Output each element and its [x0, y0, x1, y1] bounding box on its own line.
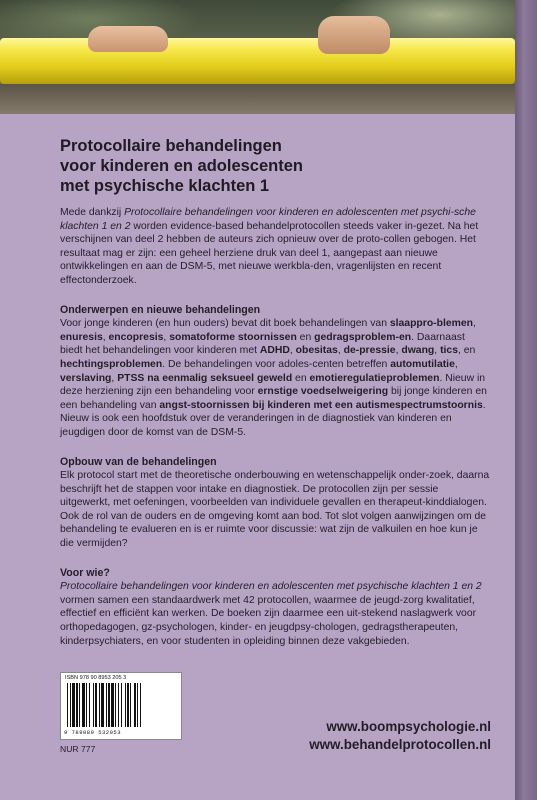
text: , [454, 358, 458, 370]
topic: gedragsproblem-en [314, 331, 412, 343]
text: . De behandelingen voor adoles-centen betreffen [162, 358, 391, 370]
book-spine-edge [515, 0, 537, 800]
text: , [102, 331, 109, 343]
section-heading-audience: Voor wie? [60, 566, 110, 579]
topic: enuresis [60, 331, 103, 343]
child-hand-left [88, 26, 168, 52]
intro-book-title: Protocollaire behandelingen voor kinderen en adolescenten met psychi-sche klachten 1 en 2 [60, 207, 476, 232]
text: . Nieuw in deze herziening zijn een behandeling voor [60, 372, 486, 398]
barcode-digits: 9 789089 532053 [64, 729, 122, 736]
cover-photo [0, 0, 515, 114]
barcode-bar [89, 683, 90, 727]
barcode-bar [79, 683, 80, 727]
text: en [296, 331, 315, 343]
text: . Daarnaast biedt het behandelingen voor kinderen met [60, 331, 465, 357]
barcode-bar [70, 683, 71, 727]
topic: ADHD [259, 345, 290, 357]
barcode-bar [99, 683, 100, 727]
title-line: met psychische klachten 1 [60, 177, 270, 195]
blurb [60, 206, 490, 664]
text: , [163, 331, 170, 343]
barcode-bar [130, 683, 131, 727]
barcode-bar [67, 683, 68, 727]
section-heading-structure: Opbouw van de behandelingen [60, 455, 217, 468]
text: , [337, 345, 344, 357]
audience-paragraph [60, 580, 490, 648]
topic: slaappro-blemen [389, 318, 474, 330]
barcode-bar [82, 683, 85, 727]
barcode [60, 672, 182, 740]
publisher-urls [309, 718, 491, 753]
barcode-bar [115, 683, 116, 727]
text: , en [457, 345, 476, 357]
barcode-bar [76, 683, 78, 727]
topic: de-pressie [343, 345, 396, 357]
topic: encopresis [108, 331, 164, 343]
text: Voor jonge kinderen (en hun ouders) bevat dit boek behandelingen van [60, 318, 390, 330]
barcode-bar [137, 683, 138, 727]
audience-text: vormen samen een standaardwerk met 42 protocollen, waarmee de jeugd-zorg kwalitatief, effectief en efficiënt kan werken. De boeken zijn daarmee een uit-stekend naslagwerk voor orthopedagogen, gz-psychologen, kinder- en jeugdpsy-chologen, gedragstherapeuten, kinderpsychiaters, en voor studenten in opleiding binnen deze vakgebieden. [60, 594, 477, 647]
text: . Nieuw is ook een hoofdstuk over de veranderingen in de diagnostiek van kinderen en jeugdigen door de komst van de DSM-5. [60, 399, 486, 438]
text: , [434, 345, 441, 357]
barcode-bar [72, 683, 75, 727]
photo-ground [0, 84, 515, 114]
barcode-bar [118, 683, 119, 727]
topic: tics [440, 345, 458, 357]
structure-paragraph: Elk protocol start met de theoretische onderbouwing en wetenschappelijk onder-zoek, daarna beschrijft het de stappen voor intake en diagnostiek. De protocollen zijn per sessie uitgewerkt, met oefeningen, voorbeelden van individuele gevallen en therapeut-kinddialogen. Ook de rol van de ouders en de omgeving komt aan bod. Tot slot volgen aanwijzingen om de behandeling te evalueren en is er ruimte voor discussie: wat zijn de valkuilen en hoe kun je die vermijden? [60, 470, 490, 550]
barcode-bar [95, 683, 97, 727]
barcode-bar [121, 683, 122, 727]
topic: angst-stoornissen bij kinderen met een autismespectrumstoornis [159, 399, 483, 411]
intro-text: worden evidence-based behandelprotocollen steeds vaker in-gezet. Na het verschijnen van deel 2 hebben de auteurs zich opnieuw over de proto-collen gebogen. Het resultaat mag er zijn: een geheel herziene druk van deel 1, aangepast aan nieuwe ontwikkelingen en aan de DSM-5, met nieuwe werkbla-den, vragenlijsten en recent effectonderzoek. [60, 220, 479, 286]
barcode-bar [106, 683, 107, 727]
yellow-climbing-bar [0, 38, 515, 84]
topic: obesitas [295, 345, 338, 357]
topic: verslaving [60, 372, 112, 384]
barcode-bar [93, 683, 94, 727]
title-line: voor kinderen en adolescenten [60, 157, 303, 175]
text: , [473, 318, 476, 330]
section-heading-topics: Onderwerpen en nieuwe behandelingen [60, 303, 261, 316]
barcode-bar [111, 683, 114, 727]
url-behandelprotocollen[interactable]: www.behandelprotocollen.nl [309, 736, 491, 752]
barcode-bar [125, 683, 126, 727]
barcode-bar [140, 683, 141, 727]
topic: automutilatie [390, 358, 455, 370]
topic: somatoforme stoornissen [169, 331, 297, 343]
text: , [111, 372, 118, 384]
topic: PTSS na eenmalig seksueel geweld [117, 372, 293, 384]
text: bij jonge kinderen en een behandeling van [60, 386, 487, 411]
barcode-bars [67, 683, 175, 727]
topic: hechtingsproblemen [60, 358, 163, 370]
barcode-bar [127, 683, 129, 727]
topic: dwang [401, 345, 435, 357]
url-boompsychologie[interactable]: www.boompsychologie.nl [326, 719, 491, 734]
barcode-bar [86, 683, 87, 727]
title-line: Protocollaire behandelingen [60, 137, 282, 155]
topic: ernstige voedselweigering [257, 386, 389, 398]
barcode-bar [134, 683, 136, 727]
topic: emotieregulatieproblemen [309, 372, 440, 384]
audience-book-title: Protocollaire behandelingen voor kinderen en adolescenten met psychische klachten 1 en 2 [60, 581, 482, 593]
intro-prefix: Mede dankzij [60, 207, 125, 218]
text: , [289, 345, 296, 357]
barcode-bar [101, 683, 104, 727]
barcode-bar [108, 683, 110, 727]
topics-paragraph [60, 317, 490, 439]
book-title [60, 136, 480, 196]
text: en [292, 372, 310, 384]
intro-paragraph [60, 206, 490, 288]
isbn-number: ISBN 978 90 8953 205 3 [65, 675, 127, 681]
text: , [395, 345, 402, 357]
child-hand-right [318, 16, 390, 54]
nur-code: NUR 777 [60, 744, 96, 754]
